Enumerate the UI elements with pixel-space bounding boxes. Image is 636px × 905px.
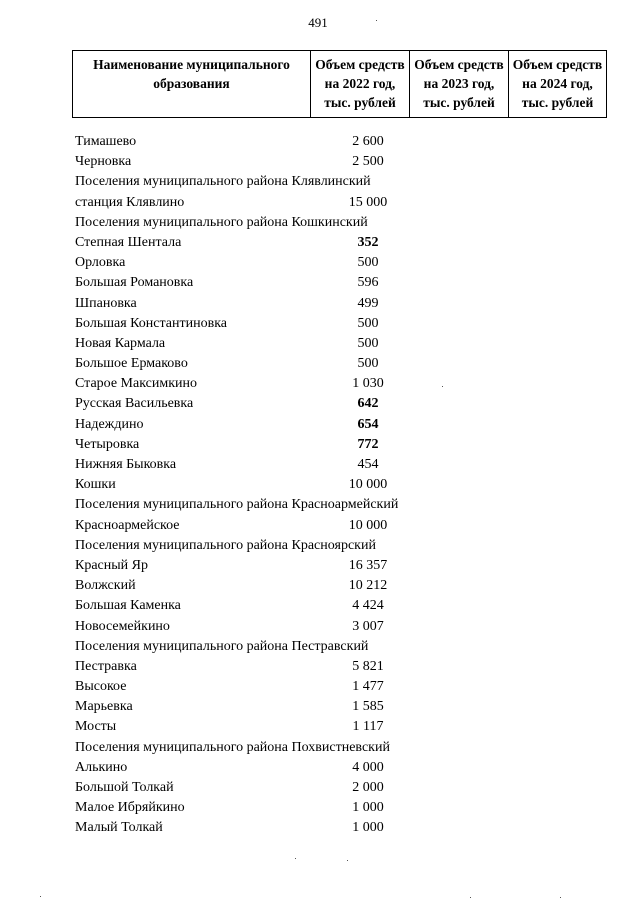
municipality-name: Малый Толкай: [75, 820, 163, 836]
group-heading: Поселения муниципального района Кошкинский: [75, 214, 368, 230]
municipality-name: Алькино: [75, 759, 128, 775]
amount-2022: 642: [357, 396, 379, 412]
table-row: [75, 394, 615, 414]
table-row: [75, 818, 615, 838]
amount-2022: 500: [357, 315, 379, 331]
municipality-name: Красный Яр: [75, 557, 148, 573]
group-heading: Поселения муниципального района Красноармейский: [75, 497, 399, 513]
municipality-name: Четыровка: [75, 436, 140, 452]
amount-2022: 1 585: [352, 699, 384, 715]
municipality-name: Мосты: [75, 719, 117, 735]
table-row: [75, 334, 615, 354]
table-row: [75, 556, 615, 576]
amount-2022: 4 424: [352, 598, 384, 614]
amount-2022: 4 000: [352, 759, 384, 775]
page-number: 491: [308, 15, 328, 30]
header-2023-column: Объем средств на 2023 год, тыс. рублей: [410, 51, 509, 118]
group-heading: Поселения муниципального района Похвистневский: [75, 739, 390, 755]
scan-speck: [470, 897, 471, 898]
amount-2022: 15 000: [348, 194, 388, 210]
amount-2022: 1 000: [352, 800, 384, 816]
municipality-name: Марьевка: [75, 699, 133, 715]
group-heading: Поселения муниципального района Красноярский: [75, 537, 376, 553]
municipality-name: Большой Толкай: [75, 780, 174, 795]
municipality-name: Кошки: [75, 477, 116, 493]
amount-2022: 499: [357, 295, 379, 311]
municipality-name: Красноармейское: [75, 517, 180, 533]
header-2022-column: Объем средств на 2022 год, тыс. рублей: [311, 51, 410, 118]
scan-speck: [560, 897, 561, 898]
table-row: [75, 758, 615, 778]
municipality-name: Высокое: [75, 679, 127, 695]
group-heading: Поселения муниципального района Пестравский: [75, 638, 369, 654]
table-body: [75, 132, 615, 839]
table-row: [75, 717, 615, 737]
amount-2022: 1 117: [352, 719, 384, 735]
table-row: [75, 354, 615, 374]
table-row: [75, 132, 615, 152]
municipality-name: Большая Романовка: [75, 275, 194, 291]
amount-2022: 3 007: [352, 618, 384, 634]
amount-2022: 2 500: [352, 154, 384, 170]
group-heading-row: [75, 213, 615, 233]
municipality-name: Надеждино: [75, 416, 144, 432]
amount-2022: 2 000: [352, 780, 384, 795]
amount-2022: 2 600: [352, 134, 384, 149]
municipality-name: Степная Шентала: [75, 234, 182, 250]
municipality-name: Волжский: [75, 578, 136, 594]
amount-2022: 500: [357, 255, 379, 271]
scan-speck: [442, 386, 443, 387]
scan-speck: [376, 20, 377, 21]
municipality-name: Новосемейкино: [75, 618, 170, 634]
table-row: [75, 193, 615, 213]
table-row: [75, 233, 615, 253]
table-row: [75, 435, 615, 455]
table-row: [75, 798, 615, 818]
table-row: [75, 415, 615, 435]
municipality-name: Орловка: [75, 255, 126, 271]
amount-2022: 772: [357, 436, 379, 452]
amount-2022: 10 000: [348, 517, 388, 533]
table-row: [75, 273, 615, 293]
group-heading-row: [75, 495, 615, 515]
municipality-name: Нижняя Быковка: [75, 457, 177, 472]
municipality-name: Новая Кармала: [75, 335, 166, 351]
municipality-name: Пестравка: [75, 658, 137, 674]
amount-2022: 500: [357, 356, 379, 372]
municipality-name: Большая Каменка: [75, 598, 181, 614]
municipality-name: Тимашево: [75, 134, 137, 149]
municipality-name: станция Клявлино: [75, 194, 185, 210]
table-row: [75, 697, 615, 717]
group-heading-row: [75, 172, 615, 192]
group-heading-row: [75, 536, 615, 556]
municipality-name: Большое Ермаково: [75, 356, 188, 372]
amount-2022: 10 212: [348, 578, 388, 594]
table-row: [75, 294, 615, 314]
amount-2022: 352: [357, 234, 379, 250]
table-row: [75, 516, 615, 536]
municipality-name: Шпановка: [75, 295, 137, 311]
municipality-name: Старое Максимкино: [75, 376, 198, 392]
municipality-name: Малое Ибряйкино: [75, 800, 185, 816]
amount-2022: 5 821: [352, 658, 384, 674]
table-row: [75, 596, 615, 616]
header-2024-column: Объем средств на 2024 год, тыс. рублей: [509, 51, 607, 118]
table-row: [75, 374, 615, 394]
amount-2022: 1 000: [352, 820, 384, 836]
table-header: [72, 50, 607, 118]
header-name-column: Наименование муниципального образования: [73, 51, 311, 118]
table-row: [75, 778, 615, 798]
scan-speck: [40, 896, 41, 897]
group-heading-row: [75, 738, 615, 758]
table-row: [75, 314, 615, 334]
scan-speck: [295, 858, 296, 859]
amount-2022: 454: [357, 457, 379, 472]
table-row: [75, 657, 615, 677]
amount-2022: 500: [357, 335, 379, 351]
scan-speck: [347, 860, 348, 861]
municipality-name: Черновка: [75, 154, 132, 170]
group-heading-row: [75, 637, 615, 657]
municipality-name: Русская Васильевка: [75, 396, 194, 412]
amount-2022: 596: [357, 275, 379, 291]
table-row: [75, 576, 615, 596]
table-row: [75, 455, 615, 475]
table-row: [75, 253, 615, 273]
table-row: [75, 677, 615, 697]
table-row: [75, 152, 615, 172]
amount-2022: 16 357: [348, 557, 388, 573]
table-row: [75, 475, 615, 495]
table-row: [75, 617, 615, 637]
header-row: [73, 51, 607, 118]
group-heading: Поселения муниципального района Клявлинский: [75, 174, 371, 190]
amount-2022: 654: [357, 416, 379, 432]
amount-2022: 10 000: [348, 477, 388, 493]
amount-2022: 1 030: [352, 376, 384, 392]
amount-2022: 1 477: [352, 679, 384, 695]
municipality-name: Большая Константиновка: [75, 315, 228, 331]
